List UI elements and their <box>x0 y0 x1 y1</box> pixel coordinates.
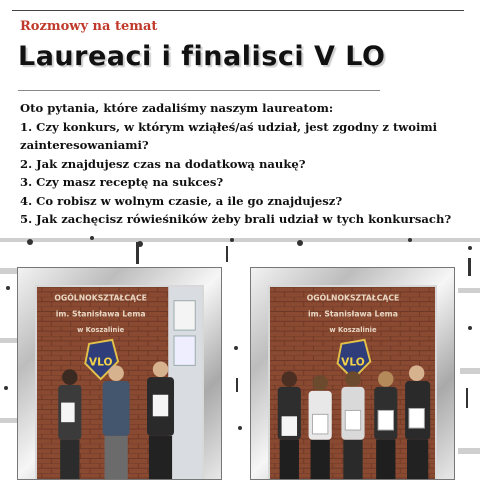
section-kicker: Rozmowy na temat <box>20 19 158 34</box>
wall-sign-line1: OGÓLNOKSZTAŁCĄCE <box>306 293 400 303</box>
questions-intro: Oto pytania, które zadaliśmy naszym laureatom: <box>20 101 334 115</box>
wall-sign-line3: w Koszalinie <box>77 326 125 335</box>
top-rule <box>12 10 464 11</box>
photo-left <box>35 285 204 479</box>
question-item: 5. Jak zachęcisz rówieśników żeby brali udział w tych konkursach? <box>20 212 452 226</box>
people-group <box>58 361 174 479</box>
wall-sign-line3: w Koszalinie <box>329 326 377 335</box>
question-item: 2. Jak znajdujesz czas na dodatkową naukę? <box>20 156 306 171</box>
wall-sign-line2: im. Stanisława Lema <box>55 309 146 319</box>
wall-sign-line2: im. Stanisława Lema <box>308 309 398 319</box>
title-rule <box>18 90 380 91</box>
emblem-label: VLO <box>341 355 365 369</box>
questions-block <box>20 99 460 229</box>
photo-right <box>268 285 437 479</box>
wall-sign-line1: OGÓLNOKSZTAŁCĄCE <box>54 293 147 303</box>
question-item: 4. Co robisz w wolnym czasie, a ile go znajdujesz? <box>20 193 343 208</box>
emblem-label: VLO <box>88 355 113 369</box>
photo-frame-left <box>17 267 222 480</box>
page-title: Laureaci i finalisci V LO <box>18 41 386 72</box>
question-item: 1. Czy konkurs, w którym wziąłeś/aś udział, jest zgodny z twoimi zainteresowaniami? <box>20 119 438 152</box>
question-item: 3. Czy masz receptę na sukces? <box>20 175 224 189</box>
photo-frame-right <box>250 267 455 480</box>
